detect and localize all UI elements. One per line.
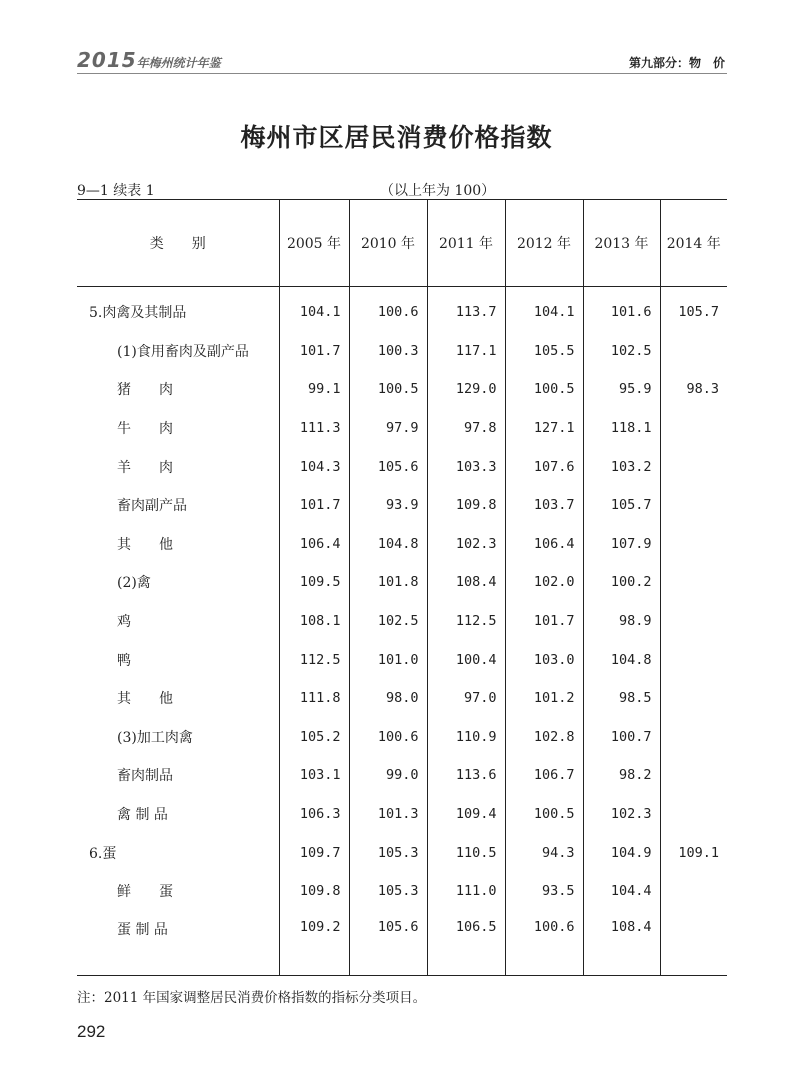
value-cell: 97.9 bbox=[349, 409, 427, 448]
table-row bbox=[77, 833, 727, 872]
value-cell: 112.5 bbox=[279, 640, 349, 679]
table-row bbox=[77, 911, 727, 976]
table-row bbox=[77, 872, 727, 911]
value-cell: 109.8 bbox=[279, 872, 349, 911]
value-cell: 93.5 bbox=[505, 872, 583, 911]
table-row bbox=[77, 486, 727, 525]
row-label: 牛 肉 bbox=[117, 421, 173, 438]
row-label: (1)食用畜肉及副产品 bbox=[117, 343, 249, 360]
value-cell bbox=[660, 409, 727, 448]
value-cell: 101.6 bbox=[583, 287, 660, 332]
value-cell: 111.0 bbox=[427, 872, 505, 911]
value-cell: 106.4 bbox=[505, 525, 583, 564]
value-cell: 109.2 bbox=[279, 911, 349, 976]
value-cell: 108.1 bbox=[279, 602, 349, 641]
row-label: 鲜 蛋 bbox=[117, 884, 173, 901]
page-number: 292 bbox=[77, 1022, 106, 1041]
table-row bbox=[77, 447, 727, 486]
value-cell: 127.1 bbox=[505, 409, 583, 448]
value-cell: 112.5 bbox=[427, 602, 505, 641]
column-header-year: 2010 年 bbox=[349, 200, 427, 287]
value-cell: 100.5 bbox=[349, 370, 427, 409]
value-cell: 98.2 bbox=[583, 756, 660, 795]
table-row bbox=[77, 795, 727, 834]
section-title: 第九部分：物 价 bbox=[628, 56, 725, 70]
value-cell: 104.9 bbox=[583, 833, 660, 872]
value-cell: 110.5 bbox=[427, 833, 505, 872]
value-cell: 113.7 bbox=[427, 287, 505, 332]
value-cell: 109.5 bbox=[279, 563, 349, 602]
value-cell bbox=[660, 911, 727, 976]
value-cell: 93.9 bbox=[349, 486, 427, 525]
row-label: 6.蛋 bbox=[89, 845, 117, 862]
value-cell bbox=[660, 795, 727, 834]
value-cell bbox=[660, 486, 727, 525]
logo-book: 年梅州统计年鉴 bbox=[136, 56, 221, 70]
row-label: 其 他 bbox=[117, 691, 173, 708]
logo-year: 2015 bbox=[77, 48, 137, 72]
value-cell bbox=[660, 679, 727, 718]
value-cell: 102.3 bbox=[427, 525, 505, 564]
value-cell: 101.7 bbox=[279, 486, 349, 525]
value-cell: 111.8 bbox=[279, 679, 349, 718]
value-cell: 97.0 bbox=[427, 679, 505, 718]
value-cell: 98.5 bbox=[583, 679, 660, 718]
value-cell: 106.5 bbox=[427, 911, 505, 976]
value-cell: 103.0 bbox=[505, 640, 583, 679]
value-cell: 102.5 bbox=[583, 332, 660, 371]
value-cell: 102.8 bbox=[505, 718, 583, 757]
value-cell: 107.9 bbox=[583, 525, 660, 564]
value-cell: 105.7 bbox=[660, 287, 727, 332]
row-label: 禽 制 品 bbox=[117, 807, 168, 824]
value-cell: 97.8 bbox=[427, 409, 505, 448]
value-cell: 111.3 bbox=[279, 409, 349, 448]
value-cell: 100.6 bbox=[349, 287, 427, 332]
value-cell bbox=[660, 525, 727, 564]
value-cell: 94.3 bbox=[505, 833, 583, 872]
row-label: 羊 肉 bbox=[117, 459, 173, 476]
value-cell: 100.2 bbox=[583, 563, 660, 602]
value-cell: 106.3 bbox=[279, 795, 349, 834]
value-cell: 109.8 bbox=[427, 486, 505, 525]
value-cell: 104.8 bbox=[583, 640, 660, 679]
value-cell: 98.0 bbox=[349, 679, 427, 718]
row-label: 畜肉制品 bbox=[117, 768, 173, 785]
value-cell: 100.3 bbox=[349, 332, 427, 371]
value-cell: 104.3 bbox=[279, 447, 349, 486]
row-label: 其 他 bbox=[117, 536, 173, 553]
column-header-year: 2011 年 bbox=[427, 200, 505, 287]
row-label: (3)加工肉禽 bbox=[117, 729, 193, 746]
value-cell bbox=[660, 718, 727, 757]
value-cell: 118.1 bbox=[583, 409, 660, 448]
value-cell: 100.6 bbox=[349, 718, 427, 757]
value-cell: 101.8 bbox=[349, 563, 427, 602]
table-row bbox=[77, 332, 727, 371]
value-cell: 113.6 bbox=[427, 756, 505, 795]
value-cell: 105.5 bbox=[505, 332, 583, 371]
table-row bbox=[77, 718, 727, 757]
value-cell: 105.6 bbox=[349, 447, 427, 486]
value-cell: 104.4 bbox=[583, 872, 660, 911]
value-cell: 107.6 bbox=[505, 447, 583, 486]
value-cell: 105.6 bbox=[349, 911, 427, 976]
table-header-row bbox=[77, 200, 727, 287]
table-row bbox=[77, 602, 727, 641]
value-cell: 102.5 bbox=[349, 602, 427, 641]
value-cell: 129.0 bbox=[427, 370, 505, 409]
table-row bbox=[77, 563, 727, 602]
header-rule bbox=[77, 73, 727, 74]
row-label: (2)禽 bbox=[117, 575, 151, 592]
value-cell: 104.8 bbox=[349, 525, 427, 564]
value-cell: 101.0 bbox=[349, 640, 427, 679]
value-cell: 100.6 bbox=[505, 911, 583, 976]
column-header-year: 2005 年 bbox=[279, 200, 349, 287]
value-cell: 101.3 bbox=[349, 795, 427, 834]
row-label: 畜肉副产品 bbox=[117, 498, 187, 515]
value-cell: 101.7 bbox=[279, 332, 349, 371]
table-row bbox=[77, 409, 727, 448]
value-cell: 104.1 bbox=[279, 287, 349, 332]
value-cell bbox=[660, 756, 727, 795]
value-cell: 110.9 bbox=[427, 718, 505, 757]
cpi-table bbox=[77, 199, 727, 976]
value-cell: 105.7 bbox=[583, 486, 660, 525]
table-row bbox=[77, 287, 727, 332]
yearbook-logo bbox=[77, 48, 221, 72]
table-unit: （以上年为 100） bbox=[380, 183, 496, 199]
column-header-year: 2013 年 bbox=[583, 200, 660, 287]
value-cell: 109.4 bbox=[427, 795, 505, 834]
value-cell: 102.0 bbox=[505, 563, 583, 602]
value-cell: 106.7 bbox=[505, 756, 583, 795]
value-cell bbox=[660, 563, 727, 602]
table-row bbox=[77, 679, 727, 718]
value-cell: 101.2 bbox=[505, 679, 583, 718]
value-cell: 99.1 bbox=[279, 370, 349, 409]
value-cell: 105.2 bbox=[279, 718, 349, 757]
value-cell: 99.0 bbox=[349, 756, 427, 795]
row-label: 鸭 bbox=[117, 652, 131, 669]
column-header-category: 类 别 bbox=[77, 200, 279, 287]
value-cell: 103.7 bbox=[505, 486, 583, 525]
value-cell: 100.4 bbox=[427, 640, 505, 679]
value-cell: 101.7 bbox=[505, 602, 583, 641]
table-row bbox=[77, 525, 727, 564]
table-number: 9—1 续表 1 bbox=[77, 183, 155, 199]
row-label: 蛋 制 品 bbox=[77, 911, 279, 976]
value-cell: 95.9 bbox=[583, 370, 660, 409]
value-cell: 100.5 bbox=[505, 795, 583, 834]
value-cell bbox=[660, 640, 727, 679]
value-cell bbox=[660, 602, 727, 641]
value-cell: 102.3 bbox=[583, 795, 660, 834]
row-label: 5.肉禽及其制品 bbox=[89, 305, 187, 322]
value-cell bbox=[660, 872, 727, 911]
table-row bbox=[77, 370, 727, 409]
column-header-year: 2014 年 bbox=[660, 200, 727, 287]
value-cell: 100.5 bbox=[505, 370, 583, 409]
value-cell: 98.9 bbox=[583, 602, 660, 641]
value-cell bbox=[660, 447, 727, 486]
value-cell: 103.1 bbox=[279, 756, 349, 795]
table-note: 注：2011 年国家调整居民消费价格指数的指标分类项目。 bbox=[77, 990, 427, 1006]
value-cell: 106.4 bbox=[279, 525, 349, 564]
page-title: 梅州市区居民消费价格指数 bbox=[240, 123, 553, 152]
value-cell: 108.4 bbox=[427, 563, 505, 602]
value-cell: 117.1 bbox=[427, 332, 505, 371]
row-label: 猪 肉 bbox=[117, 382, 173, 399]
value-cell: 98.3 bbox=[660, 370, 727, 409]
value-cell: 100.7 bbox=[583, 718, 660, 757]
value-cell: 109.7 bbox=[279, 833, 349, 872]
column-header-year: 2012 年 bbox=[505, 200, 583, 287]
value-cell: 103.2 bbox=[583, 447, 660, 486]
value-cell: 108.4 bbox=[583, 911, 660, 976]
value-cell: 105.3 bbox=[349, 833, 427, 872]
table-row bbox=[77, 756, 727, 795]
value-cell: 105.3 bbox=[349, 872, 427, 911]
value-cell: 109.1 bbox=[660, 833, 727, 872]
table-row bbox=[77, 640, 727, 679]
value-cell: 103.3 bbox=[427, 447, 505, 486]
value-cell: 104.1 bbox=[505, 287, 583, 332]
value-cell bbox=[660, 332, 727, 371]
row-label: 鸡 bbox=[117, 614, 131, 631]
